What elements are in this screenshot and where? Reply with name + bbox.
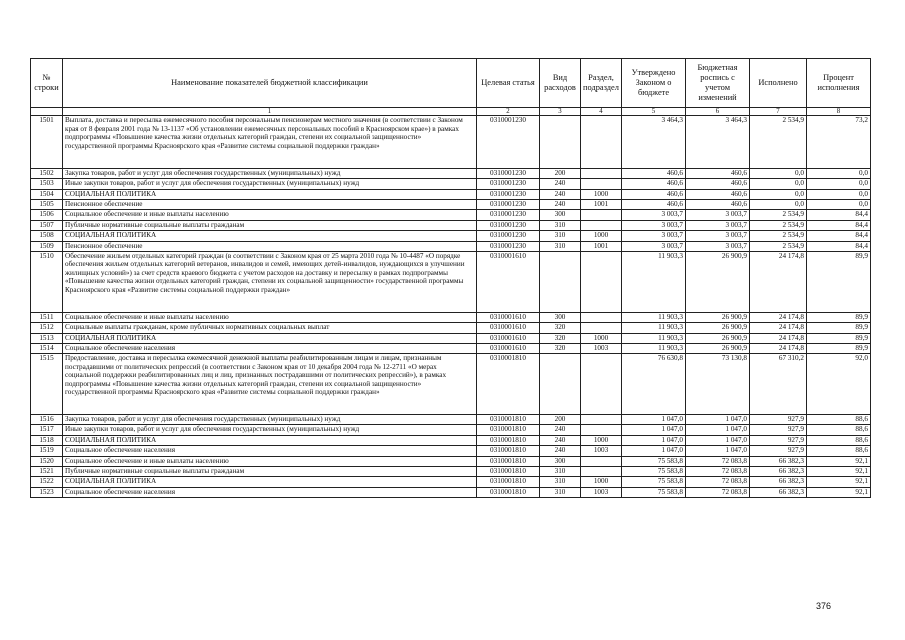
approved-cell: 460,6 bbox=[622, 199, 686, 209]
executed-cell: 67 310,2 bbox=[750, 354, 807, 415]
budget-schedule-cell: 1 047,0 bbox=[686, 425, 750, 435]
executed-cell: 2 534,9 bbox=[750, 220, 807, 230]
approved-cell: 3 003,7 bbox=[622, 210, 686, 220]
percent-cell: 92,1 bbox=[807, 467, 871, 477]
section-cell: 1001 bbox=[581, 199, 622, 209]
budget-schedule-cell: 460,6 bbox=[686, 168, 750, 178]
column-number-row bbox=[31, 108, 871, 116]
indicator-name-cell: Социальное обеспечение и иные выплаты населению bbox=[63, 210, 477, 220]
approved-cell: 11 903,3 bbox=[622, 251, 686, 312]
percent-cell: 92,0 bbox=[807, 354, 871, 415]
budget-schedule-cell: 1 047,0 bbox=[686, 435, 750, 445]
budget-schedule-cell: 3 003,7 bbox=[686, 241, 750, 251]
row-number-cell: 1511 bbox=[31, 312, 63, 322]
table-row bbox=[31, 477, 871, 487]
approved-cell: 11 903,3 bbox=[622, 343, 686, 353]
target-article-cell: 0310001230 bbox=[477, 116, 540, 168]
indicator-name-cell: Социальное обеспечение и иные выплаты населению bbox=[63, 312, 477, 322]
indicator-name-cell: Социальные выплаты гражданам, кроме публичных нормативных социальных выплат bbox=[63, 323, 477, 333]
expense-type-cell: 240 bbox=[540, 199, 581, 209]
target-article-cell: 0310001230 bbox=[477, 199, 540, 209]
approved-cell: 3 003,7 bbox=[622, 220, 686, 230]
budget-schedule-cell: 26 900,9 bbox=[686, 333, 750, 343]
table-body bbox=[31, 116, 871, 498]
indicator-name-cell: Социальное обеспечение населения bbox=[63, 487, 477, 497]
column-number: 6 bbox=[686, 108, 750, 116]
indicator-name-cell: СОЦИАЛЬНАЯ ПОЛИТИКА bbox=[63, 231, 477, 241]
row-number-cell: 1522 bbox=[31, 477, 63, 487]
target-article-cell: 0310001810 bbox=[477, 487, 540, 497]
indicator-name-cell: СОЦИАЛЬНАЯ ПОЛИТИКА bbox=[63, 477, 477, 487]
percent-cell: 88,6 bbox=[807, 446, 871, 456]
approved-cell: 11 903,3 bbox=[622, 312, 686, 322]
executed-cell: 24 174,8 bbox=[750, 333, 807, 343]
percent-cell: 89,9 bbox=[807, 323, 871, 333]
header-budget-schedule: Бюджетная роспись с учетом изменений bbox=[686, 59, 750, 108]
table-row bbox=[31, 354, 871, 415]
executed-cell: 927,9 bbox=[750, 425, 807, 435]
percent-cell: 88,6 bbox=[807, 415, 871, 425]
percent-cell: 0,0 bbox=[807, 189, 871, 199]
table-row bbox=[31, 446, 871, 456]
target-article-cell: 0310001810 bbox=[477, 354, 540, 415]
column-number: 3 bbox=[540, 108, 581, 116]
target-article-cell: 0310001610 bbox=[477, 343, 540, 353]
percent-cell: 92,1 bbox=[807, 477, 871, 487]
budget-schedule-cell: 26 900,9 bbox=[686, 312, 750, 322]
column-number: 2 bbox=[477, 108, 540, 116]
table-row bbox=[31, 199, 871, 209]
target-article-cell: 0310001810 bbox=[477, 435, 540, 445]
row-number-cell: 1517 bbox=[31, 425, 63, 435]
column-number: 1 bbox=[63, 108, 477, 116]
target-article-cell: 0310001810 bbox=[477, 477, 540, 487]
percent-cell: 84,4 bbox=[807, 241, 871, 251]
row-number-cell: 1520 bbox=[31, 456, 63, 466]
indicator-name-cell: Публичные нормативные социальные выплаты гражданам bbox=[63, 467, 477, 477]
budget-schedule-cell: 26 900,9 bbox=[686, 251, 750, 312]
indicator-name-cell: Обеспечение жильем отдельных категорий граждан (в соответствии с Законом края от 25 марта 2010 года № 10-4487 «О порядке обеспечения жильем отдельных категорий ветеранов, инвалидов и семей, имеющих детей-инвалидов, нуждающихся в улучшении жилищных условий») за счет средств краевого бюджета с учетом расходов на доставку и пересылку в рамках подпрограммы «Повышение качества жизни отдельных категорий граждан, степени их социальной защищенности» государственной программы Красноярского края «Развитие системы социальной поддержки граждан» bbox=[63, 251, 477, 312]
executed-cell: 66 382,3 bbox=[750, 487, 807, 497]
executed-cell: 0,0 bbox=[750, 199, 807, 209]
percent-cell: 0,0 bbox=[807, 179, 871, 189]
executed-cell: 24 174,8 bbox=[750, 312, 807, 322]
table-row bbox=[31, 251, 871, 312]
approved-cell: 3 003,7 bbox=[622, 241, 686, 251]
expense-type-cell: 300 bbox=[540, 456, 581, 466]
executed-cell: 66 382,3 bbox=[750, 467, 807, 477]
section-cell: 1000 bbox=[581, 333, 622, 343]
table-row bbox=[31, 333, 871, 343]
expense-type-cell: 300 bbox=[540, 210, 581, 220]
expense-type-cell: 200 bbox=[540, 415, 581, 425]
table-row bbox=[31, 435, 871, 445]
section-cell: 1003 bbox=[581, 446, 622, 456]
approved-cell: 3 464,3 bbox=[622, 116, 686, 168]
row-number-cell: 1515 bbox=[31, 354, 63, 415]
executed-cell: 2 534,9 bbox=[750, 210, 807, 220]
budget-schedule-cell: 26 900,9 bbox=[686, 343, 750, 353]
budget-table bbox=[30, 58, 871, 498]
section-cell bbox=[581, 425, 622, 435]
header-approved: Утверждено Законом о бюджете bbox=[622, 59, 686, 108]
expense-type-cell: 310 bbox=[540, 467, 581, 477]
percent-cell: 0,0 bbox=[807, 168, 871, 178]
target-article-cell: 0310001230 bbox=[477, 231, 540, 241]
executed-cell: 0,0 bbox=[750, 189, 807, 199]
target-article-cell: 0310001610 bbox=[477, 312, 540, 322]
budget-schedule-cell: 73 130,8 bbox=[686, 354, 750, 415]
approved-cell: 11 903,3 bbox=[622, 323, 686, 333]
row-number-cell: 1508 bbox=[31, 231, 63, 241]
target-article-cell: 0310001230 bbox=[477, 179, 540, 189]
header-percent: Процент исполнения bbox=[807, 59, 871, 108]
approved-cell: 1 047,0 bbox=[622, 446, 686, 456]
expense-type-cell bbox=[540, 251, 581, 312]
table-row bbox=[31, 415, 871, 425]
header-target-article: Целевая статья bbox=[477, 59, 540, 108]
section-cell: 1001 bbox=[581, 241, 622, 251]
indicator-name-cell: Предоставление, доставка и пересылка ежемесячной денежной выплаты реабилитированным лицам и лицам, признанным пострадавшими от политических репрессий (в соответствии с Законом края от 10 декабря 2004 года № 12-2711 «О мерах социальной поддержки реабилитированных лиц и лиц, признанных пострадавшими от политических репрессий»), в рамках подпрограммы «Повышение качества жизни отдельных категорий граждан, степени их социальной защищенности» государственной программы Красноярского края «Развитие системы социальной поддержки граждан» bbox=[63, 354, 477, 415]
approved-cell: 11 903,3 bbox=[622, 333, 686, 343]
indicator-name-cell: Социальное обеспечение и иные выплаты населению bbox=[63, 456, 477, 466]
section-cell bbox=[581, 210, 622, 220]
section-cell bbox=[581, 220, 622, 230]
section-cell bbox=[581, 456, 622, 466]
column-number: 7 bbox=[750, 108, 807, 116]
row-number-cell: 1513 bbox=[31, 333, 63, 343]
target-article-cell: 0310001230 bbox=[477, 189, 540, 199]
executed-cell: 2 534,9 bbox=[750, 241, 807, 251]
row-number-cell: 1507 bbox=[31, 220, 63, 230]
row-number-cell: 1505 bbox=[31, 199, 63, 209]
column-number: 4 bbox=[581, 108, 622, 116]
budget-schedule-cell: 3 003,7 bbox=[686, 231, 750, 241]
row-number-cell: 1502 bbox=[31, 168, 63, 178]
percent-cell: 84,4 bbox=[807, 210, 871, 220]
executed-cell: 0,0 bbox=[750, 168, 807, 178]
section-cell: 1000 bbox=[581, 189, 622, 199]
header-row-number: № строки bbox=[31, 59, 63, 108]
executed-cell: 66 382,3 bbox=[750, 456, 807, 466]
section-cell: 1003 bbox=[581, 343, 622, 353]
table-row bbox=[31, 168, 871, 178]
percent-cell: 88,6 bbox=[807, 435, 871, 445]
percent-cell: 88,6 bbox=[807, 425, 871, 435]
expense-type-cell: 320 bbox=[540, 333, 581, 343]
percent-cell: 84,4 bbox=[807, 231, 871, 241]
table-row bbox=[31, 467, 871, 477]
table-row bbox=[31, 456, 871, 466]
budget-schedule-cell: 460,6 bbox=[686, 179, 750, 189]
approved-cell: 460,6 bbox=[622, 189, 686, 199]
target-article-cell: 0310001230 bbox=[477, 241, 540, 251]
target-article-cell: 0310001810 bbox=[477, 456, 540, 466]
budget-schedule-cell: 3 464,3 bbox=[686, 116, 750, 168]
table-row bbox=[31, 210, 871, 220]
expense-type-cell: 240 bbox=[540, 189, 581, 199]
row-number-cell: 1506 bbox=[31, 210, 63, 220]
indicator-name-cell: Закупка товаров, работ и услуг для обеспечения государственных (муниципальных) нужд bbox=[63, 415, 477, 425]
budget-schedule-cell: 72 083,8 bbox=[686, 477, 750, 487]
expense-type-cell bbox=[540, 116, 581, 168]
budget-schedule-cell: 1 047,0 bbox=[686, 446, 750, 456]
table-row bbox=[31, 231, 871, 241]
approved-cell: 76 630,8 bbox=[622, 354, 686, 415]
approved-cell: 75 583,8 bbox=[622, 477, 686, 487]
expense-type-cell: 310 bbox=[540, 241, 581, 251]
section-cell bbox=[581, 467, 622, 477]
table-row bbox=[31, 425, 871, 435]
target-article-cell: 0310001610 bbox=[477, 323, 540, 333]
budget-schedule-cell: 72 083,8 bbox=[686, 456, 750, 466]
row-number-cell: 1512 bbox=[31, 323, 63, 333]
indicator-name-cell: Выплата, доставка и пересылка ежемесячного пособия персональным пенсионерам местного значения (в соответствии с Законом края от 8 февраля 2001 года № 13-1137 «Об установлении ежемесячных персональных пособий в Красноярском крае») в рамках подпрограммы «Повышение качества жизни отдельных категорий граждан, степени их социальной защищенности» государственной программы Красноярского края «Развитие системы социальной поддержки граждан» bbox=[63, 116, 477, 168]
executed-cell: 24 174,8 bbox=[750, 343, 807, 353]
executed-cell: 2 534,9 bbox=[750, 116, 807, 168]
budget-schedule-cell: 72 083,8 bbox=[686, 467, 750, 477]
target-article-cell: 0310001230 bbox=[477, 168, 540, 178]
budget-schedule-cell: 26 900,9 bbox=[686, 323, 750, 333]
expense-type-cell: 310 bbox=[540, 477, 581, 487]
section-cell bbox=[581, 168, 622, 178]
header-expense-type: Вид расходов bbox=[540, 59, 581, 108]
row-number-cell: 1509 bbox=[31, 241, 63, 251]
expense-type-cell: 320 bbox=[540, 323, 581, 333]
budget-sheet bbox=[30, 58, 870, 498]
section-cell bbox=[581, 323, 622, 333]
table-row bbox=[31, 487, 871, 497]
section-cell bbox=[581, 116, 622, 168]
indicator-name-cell: Пенсионное обеспечение bbox=[63, 199, 477, 209]
executed-cell: 927,9 bbox=[750, 415, 807, 425]
expense-type-cell: 310 bbox=[540, 487, 581, 497]
target-article-cell: 0310001610 bbox=[477, 333, 540, 343]
approved-cell: 1 047,0 bbox=[622, 435, 686, 445]
target-article-cell: 0310001230 bbox=[477, 210, 540, 220]
percent-cell: 0,0 bbox=[807, 199, 871, 209]
indicator-name-cell: Публичные нормативные социальные выплаты гражданам bbox=[63, 220, 477, 230]
section-cell bbox=[581, 179, 622, 189]
indicator-name-cell: Закупка товаров, работ и услуг для обеспечения государственных (муниципальных) нужд bbox=[63, 168, 477, 178]
section-cell bbox=[581, 354, 622, 415]
percent-cell: 84,4 bbox=[807, 220, 871, 230]
header-section: Раздел, подраздел bbox=[581, 59, 622, 108]
row-number-cell: 1514 bbox=[31, 343, 63, 353]
header-executed: Исполнено bbox=[750, 59, 807, 108]
row-number-cell: 1504 bbox=[31, 189, 63, 199]
approved-cell: 460,6 bbox=[622, 179, 686, 189]
approved-cell: 460,6 bbox=[622, 168, 686, 178]
table-row bbox=[31, 312, 871, 322]
section-cell bbox=[581, 415, 622, 425]
executed-cell: 66 382,3 bbox=[750, 477, 807, 487]
target-article-cell: 0310001810 bbox=[477, 425, 540, 435]
percent-cell: 89,9 bbox=[807, 251, 871, 312]
executed-cell: 24 174,8 bbox=[750, 251, 807, 312]
indicator-name-cell: СОЦИАЛЬНАЯ ПОЛИТИКА bbox=[63, 333, 477, 343]
target-article-cell: 0310001230 bbox=[477, 220, 540, 230]
target-article-cell: 0310001810 bbox=[477, 415, 540, 425]
table-row bbox=[31, 220, 871, 230]
budget-schedule-cell: 3 003,7 bbox=[686, 210, 750, 220]
expense-type-cell: 310 bbox=[540, 231, 581, 241]
percent-cell: 92,1 bbox=[807, 487, 871, 497]
table-row bbox=[31, 241, 871, 251]
executed-cell: 0,0 bbox=[750, 179, 807, 189]
header-indicator-name: Наименование показателей бюджетной классификации bbox=[63, 59, 477, 108]
budget-schedule-cell: 72 083,8 bbox=[686, 487, 750, 497]
budget-schedule-cell: 3 003,7 bbox=[686, 220, 750, 230]
percent-cell: 89,9 bbox=[807, 343, 871, 353]
target-article-cell: 0310001810 bbox=[477, 446, 540, 456]
target-article-cell: 0310001610 bbox=[477, 251, 540, 312]
approved-cell: 75 583,8 bbox=[622, 487, 686, 497]
row-number-cell: 1510 bbox=[31, 251, 63, 312]
indicator-name-cell: Социальное обеспечение населения bbox=[63, 343, 477, 353]
column-number bbox=[31, 108, 63, 116]
row-number-cell: 1501 bbox=[31, 116, 63, 168]
row-number-cell: 1523 bbox=[31, 487, 63, 497]
row-number-cell: 1521 bbox=[31, 467, 63, 477]
executed-cell: 927,9 bbox=[750, 435, 807, 445]
section-cell: 1000 bbox=[581, 477, 622, 487]
expense-type-cell: 300 bbox=[540, 312, 581, 322]
executed-cell: 2 534,9 bbox=[750, 231, 807, 241]
percent-cell: 92,1 bbox=[807, 456, 871, 466]
section-cell bbox=[581, 312, 622, 322]
budget-schedule-cell: 460,6 bbox=[686, 199, 750, 209]
table-row bbox=[31, 323, 871, 333]
row-number-cell: 1519 bbox=[31, 446, 63, 456]
table-row bbox=[31, 179, 871, 189]
percent-cell: 89,9 bbox=[807, 312, 871, 322]
row-number-cell: 1518 bbox=[31, 435, 63, 445]
section-cell: 1000 bbox=[581, 435, 622, 445]
approved-cell: 75 583,8 bbox=[622, 456, 686, 466]
expense-type-cell: 320 bbox=[540, 343, 581, 353]
indicator-name-cell: СОЦИАЛЬНАЯ ПОЛИТИКА bbox=[63, 189, 477, 199]
expense-type-cell bbox=[540, 354, 581, 415]
budget-schedule-cell: 460,6 bbox=[686, 189, 750, 199]
expense-type-cell: 240 bbox=[540, 435, 581, 445]
expense-type-cell: 240 bbox=[540, 446, 581, 456]
expense-type-cell: 310 bbox=[540, 220, 581, 230]
table-row bbox=[31, 116, 871, 168]
executed-cell: 24 174,8 bbox=[750, 323, 807, 333]
section-cell: 1003 bbox=[581, 487, 622, 497]
percent-cell: 73,2 bbox=[807, 116, 871, 168]
target-article-cell: 0310001810 bbox=[477, 467, 540, 477]
column-number: 8 bbox=[807, 108, 871, 116]
approved-cell: 75 583,8 bbox=[622, 467, 686, 477]
expense-type-cell: 240 bbox=[540, 179, 581, 189]
section-cell bbox=[581, 251, 622, 312]
table-row bbox=[31, 189, 871, 199]
row-number-cell: 1503 bbox=[31, 179, 63, 189]
approved-cell: 1 047,0 bbox=[622, 425, 686, 435]
budget-schedule-cell: 1 047,0 bbox=[686, 415, 750, 425]
table-row bbox=[31, 343, 871, 353]
executed-cell: 927,9 bbox=[750, 446, 807, 456]
approved-cell: 3 003,7 bbox=[622, 231, 686, 241]
expense-type-cell: 240 bbox=[540, 425, 581, 435]
indicator-name-cell: Иные закупки товаров, работ и услуг для обеспечения государственных (муниципальных) нужд bbox=[63, 179, 477, 189]
header-row bbox=[31, 59, 871, 108]
section-cell: 1000 bbox=[581, 231, 622, 241]
approved-cell: 1 047,0 bbox=[622, 415, 686, 425]
expense-type-cell: 200 bbox=[540, 168, 581, 178]
indicator-name-cell: СОЦИАЛЬНАЯ ПОЛИТИКА bbox=[63, 435, 477, 445]
indicator-name-cell: Иные закупки товаров, работ и услуг для обеспечения государственных (муниципальных) нужд bbox=[63, 425, 477, 435]
column-number: 5 bbox=[622, 108, 686, 116]
percent-cell: 89,9 bbox=[807, 333, 871, 343]
page-number: 376 bbox=[816, 601, 832, 611]
indicator-name-cell: Социальное обеспечение населения bbox=[63, 446, 477, 456]
indicator-name-cell: Пенсионное обеспечение bbox=[63, 241, 477, 251]
row-number-cell: 1516 bbox=[31, 415, 63, 425]
